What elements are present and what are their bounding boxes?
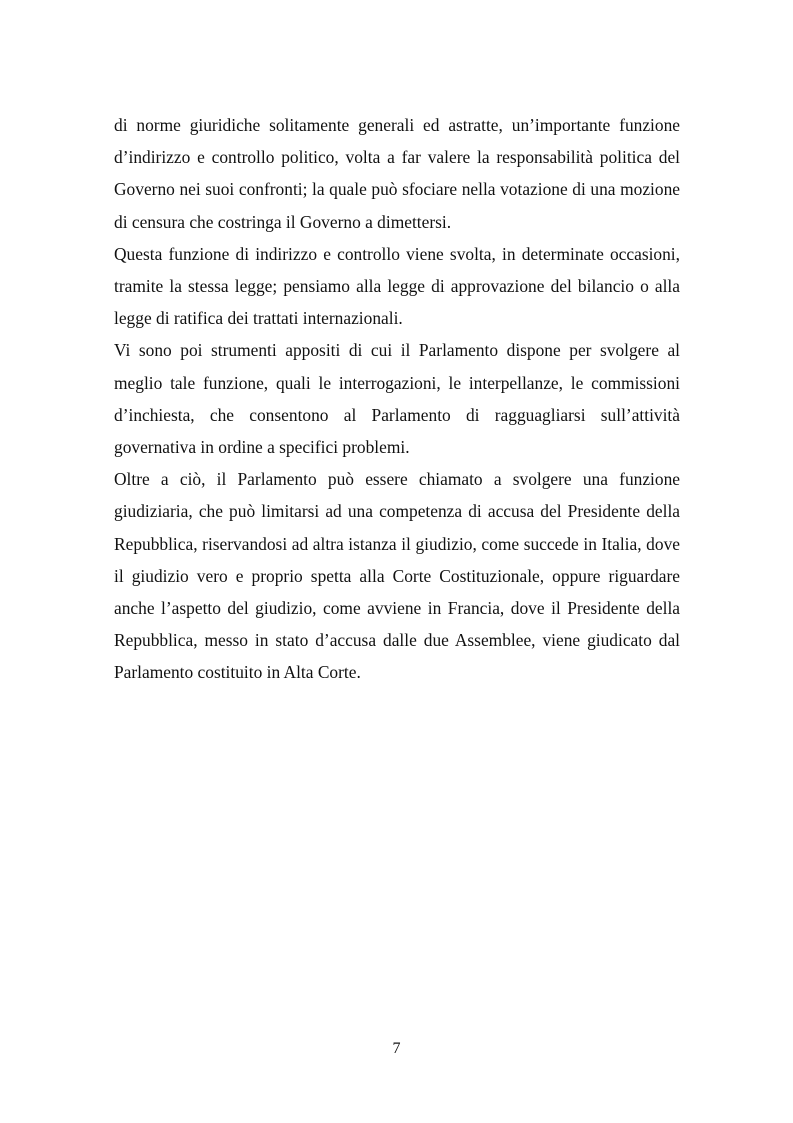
paragraph-1: di norme giuridiche solitamente generali ed astratte, un’importante funzione d’indirizzo e controllo politico, volta a far valere la responsabilità politica del Governo nei suoi confronti; la quale può sfociare nella votazione di una mozione di censura che costringa il Governo a dimettersi. bbox=[114, 115, 680, 232]
paragraph-4: Oltre a ciò, il Parlamento può essere chiamato a svolgere una funzione giudiziaria, che può limitarsi ad una competenza di accusa del Presidente della Repubblica, riservandosi ad altra istanza il giudizio, come succede in Italia, dove il giudizio vero e proprio spetta alla Corte Costituzionale, oppure riguardare anche l’aspetto del giudizio, come avviene in Francia, dove il Presidente della Repubblica, messo in stato d’accusa dalle due Assemblee, viene giudicato dal Parlamento costituito in Alta Corte. bbox=[114, 469, 680, 683]
paragraph-3: Vi sono poi strumenti appositi di cui il Parlamento dispone per svolgere al meglio tale funzione, quali le interrogazioni, le interpellanze, le commissioni d’inchiesta, che consentono al Parlamento di ragguagliarsi sull’attività governativa in ordine a specifici problemi. bbox=[114, 340, 680, 458]
page-number: 7 bbox=[392, 1040, 401, 1057]
paragraph-2: Questa funzione di indirizzo e controllo viene svolta, in determinate occasioni, tramite la stessa legge; pensiamo alla legge di approvazione del bilancio o alla legge di ratifica dei trattati internazionali. bbox=[114, 243, 680, 329]
body-text bbox=[114, 109, 680, 689]
